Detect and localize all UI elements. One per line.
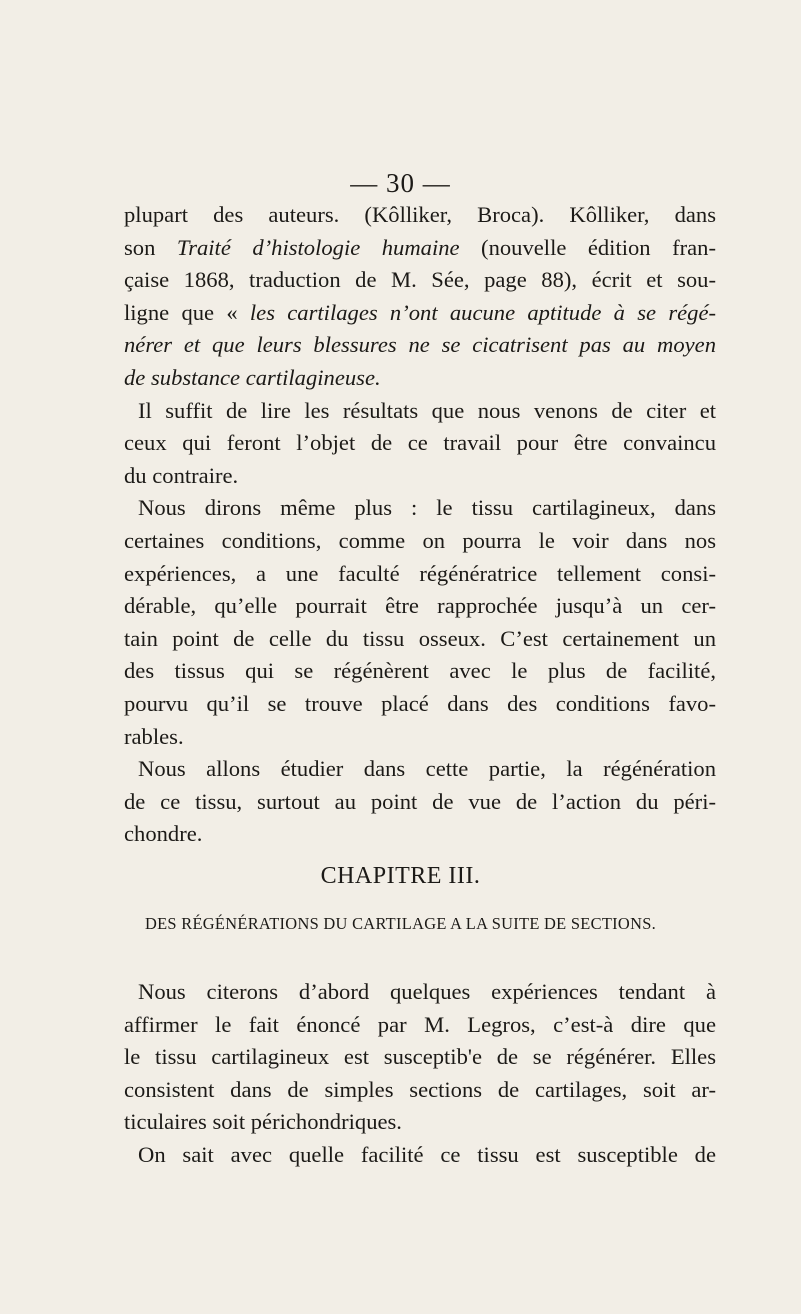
text-run: certaines conditions, comme on pourra le voir dans nos xyxy=(124,527,716,553)
text-line xyxy=(124,1139,716,1172)
text-line xyxy=(124,329,716,362)
text-line xyxy=(124,721,716,754)
text-line xyxy=(124,1074,716,1107)
text-line xyxy=(124,525,716,558)
text-line xyxy=(124,1106,716,1139)
text-line xyxy=(124,395,716,428)
text-line xyxy=(124,818,716,851)
text-run: pourvu qu’il se trouve placé dans des conditions favo- xyxy=(124,690,716,716)
body-text-top xyxy=(124,199,716,851)
text-run: Nous citerons d’abord quelques expériences tendant à xyxy=(138,979,716,1004)
italic-text: nérer et que leurs blessures ne se cicatrisent pas au moyen xyxy=(124,332,716,358)
italic-text: Traité d’histologie humaine xyxy=(176,234,460,260)
text-run: (nouvelle édition fran- xyxy=(459,234,716,260)
text-run: plupart des auteurs. (Kôlliker, Broca). Kôlliker, dans xyxy=(124,202,716,227)
text-line xyxy=(124,558,716,591)
text-line xyxy=(124,786,716,819)
text-line xyxy=(124,590,716,623)
text-run: dérable, qu’elle pourrait être rapprochée jusqu’à un cer- xyxy=(124,593,716,619)
text-line xyxy=(124,688,716,721)
text-line xyxy=(124,976,716,1009)
text-run: Il suffit de lire les résultats que nous venons de citer et xyxy=(138,397,716,423)
text-run: Nous allons étudier dans cette partie, la régénération xyxy=(138,756,716,782)
text-line xyxy=(124,655,716,688)
text-line xyxy=(124,753,716,786)
text-run: affirmer le fait énoncé par M. Legros, c’est-à dire que xyxy=(124,1011,716,1037)
paragraph xyxy=(124,395,716,493)
paragraph xyxy=(124,199,716,395)
text-line xyxy=(124,1041,716,1074)
italic-text: les cartilages n’ont aucune aptitude à se régé- xyxy=(249,299,716,325)
text-line xyxy=(124,460,716,493)
body-text-bottom xyxy=(124,976,716,1172)
text-line xyxy=(124,264,716,297)
text-run: Nous dirons même plus : le tissu cartilagineux, dans xyxy=(138,495,716,521)
text-line xyxy=(124,232,716,265)
text-line xyxy=(124,623,716,656)
chapter-title: CHAPITRE III. xyxy=(320,863,481,889)
text-line xyxy=(124,199,716,232)
paragraph xyxy=(124,753,716,851)
paragraph xyxy=(124,492,716,753)
text-run: chondre. xyxy=(124,821,203,847)
text-run: tain point de celle du tissu osseux. C’est certainement un xyxy=(124,625,716,651)
paragraph xyxy=(124,1139,716,1172)
paragraph xyxy=(124,976,716,1139)
text-run: çaise 1868, traduction de M. Sée, page 88), écrit et sou- xyxy=(124,267,716,293)
text-run: ligne que « xyxy=(124,299,250,325)
text-run: consistent dans de simples sections de cartilages, soit ar- xyxy=(124,1076,716,1102)
text-line xyxy=(124,362,716,395)
text-run: du contraire. xyxy=(124,462,239,488)
italic-text: de substance cartilagineuse. xyxy=(124,364,381,390)
text-run: On sait avec quelle facilité ce tissu est susceptible de xyxy=(138,1141,716,1167)
text-line xyxy=(124,427,716,460)
text-run: ceux qui feront l’objet de ce travail pour être convaincu xyxy=(124,430,716,456)
text-line xyxy=(124,492,716,525)
page-number: — 30 — xyxy=(350,168,451,198)
text-run: des tissus qui se régénèrent avec le plus de facilité, xyxy=(124,658,716,684)
text-run: ticulaires soit périchondriques. xyxy=(124,1109,402,1135)
text-line xyxy=(124,1009,716,1042)
chapter-subtitle: DES RÉGÉNÉRATIONS DU CARTILAGE A LA SUITE DE SECTIONS. xyxy=(144,914,657,933)
text-run: de ce tissu, surtout au point de vue de l’action du péri- xyxy=(124,788,716,814)
text-run: son xyxy=(124,234,177,260)
text-run: rables. xyxy=(124,723,184,749)
text-run: le tissu cartilagineux est susceptib'e de se régénérer. Elles xyxy=(124,1044,716,1070)
text-line xyxy=(124,297,716,330)
text-run: expériences, a une faculté régénératrice tellement consi- xyxy=(124,560,716,586)
